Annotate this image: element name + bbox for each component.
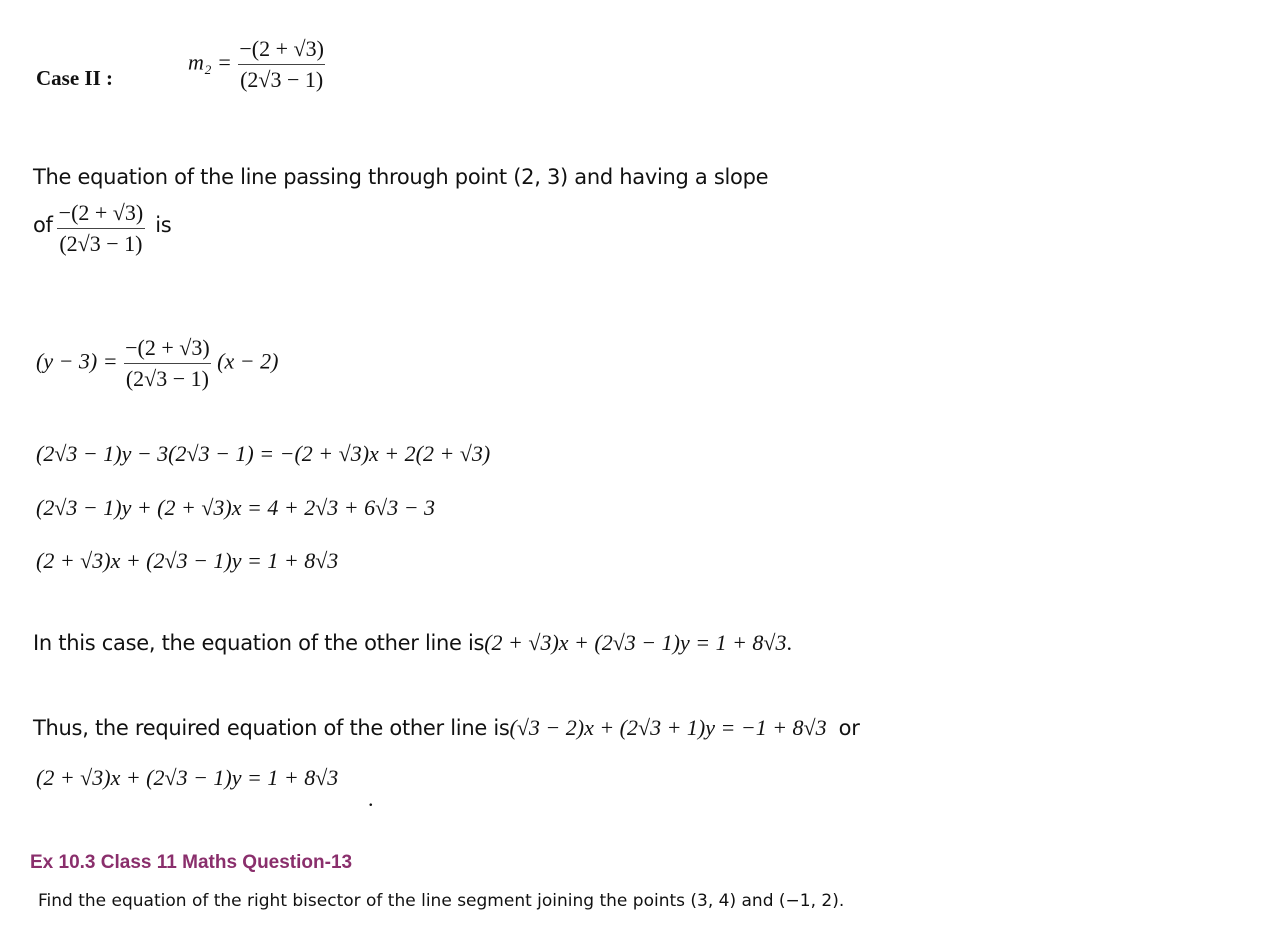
equation-point-slope (36, 335, 278, 392)
of-word: of (33, 213, 53, 238)
equation-numerator: −(2 + √3) (125, 335, 210, 360)
slope-denominator: (2√3 − 1) (238, 64, 325, 93)
final-equation-2: (2 + √3)x + (2√3 − 1)y = 1 + 8√3 (36, 765, 339, 790)
equation-rhs-factor: (x − 2) (217, 348, 279, 374)
case-label: Case II : (36, 66, 113, 90)
thus-text: Thus, the required equation of the other line is (33, 716, 510, 740)
is-word: is (155, 213, 172, 238)
slope-of-expression (33, 200, 171, 257)
slope-fraction-inline (57, 200, 146, 257)
equation-lhs: (y − 3) = (36, 348, 118, 374)
equation-fraction (123, 335, 212, 392)
slope-numerator-inline: −(2 + √3) (58, 200, 144, 225)
slope-formula (188, 36, 326, 93)
or-word: or (838, 716, 860, 740)
case-result-text: In this case, the equation of the other line is (33, 631, 485, 655)
equation-step-2: (2√3 − 1)y − 3(2√3 − 1) = −(2 + √3)x + 2(2 + √3) (36, 441, 491, 466)
question-title: Ex 10.3 Class 11 Maths Question-13 (30, 852, 353, 873)
final-equation-1: (√3 − 2)x + (2√3 + 1)y = −1 + 8√3 (509, 715, 827, 740)
final-result-line (33, 715, 860, 741)
case-result-equation: (2 + √3)x + (2√3 − 1)y = 1 + 8√3 (484, 630, 787, 655)
equation-step-3: (2√3 − 1)y + (2 + √3)x = 4 + 2√3 + 6√3 − 3 (36, 495, 436, 520)
slope-symbol: m₂ = (188, 49, 232, 75)
slope-denominator-inline: (2√3 − 1) (57, 228, 144, 257)
slope-numerator: −(2 + √3) (239, 36, 324, 61)
equation-denominator: (2√3 − 1) (124, 363, 211, 392)
case-result-line: In this case, the equation of the other line is(2 + √3)x + (2√3 − 1)y = 1 + 8√3. (33, 630, 792, 655)
final-period: . (368, 786, 374, 811)
slope-fraction (237, 36, 326, 93)
equation-step-4: (2 + √3)x + (2√3 − 1)y = 1 + 8√3 (36, 548, 339, 573)
question-text: Find the equation of the right bisector of the line segment joining the points (3, 4) and (−1, 2). (38, 891, 845, 911)
paragraph-slope-intro: The equation of the line passing through point (2, 3) and having a slope (33, 165, 769, 189)
